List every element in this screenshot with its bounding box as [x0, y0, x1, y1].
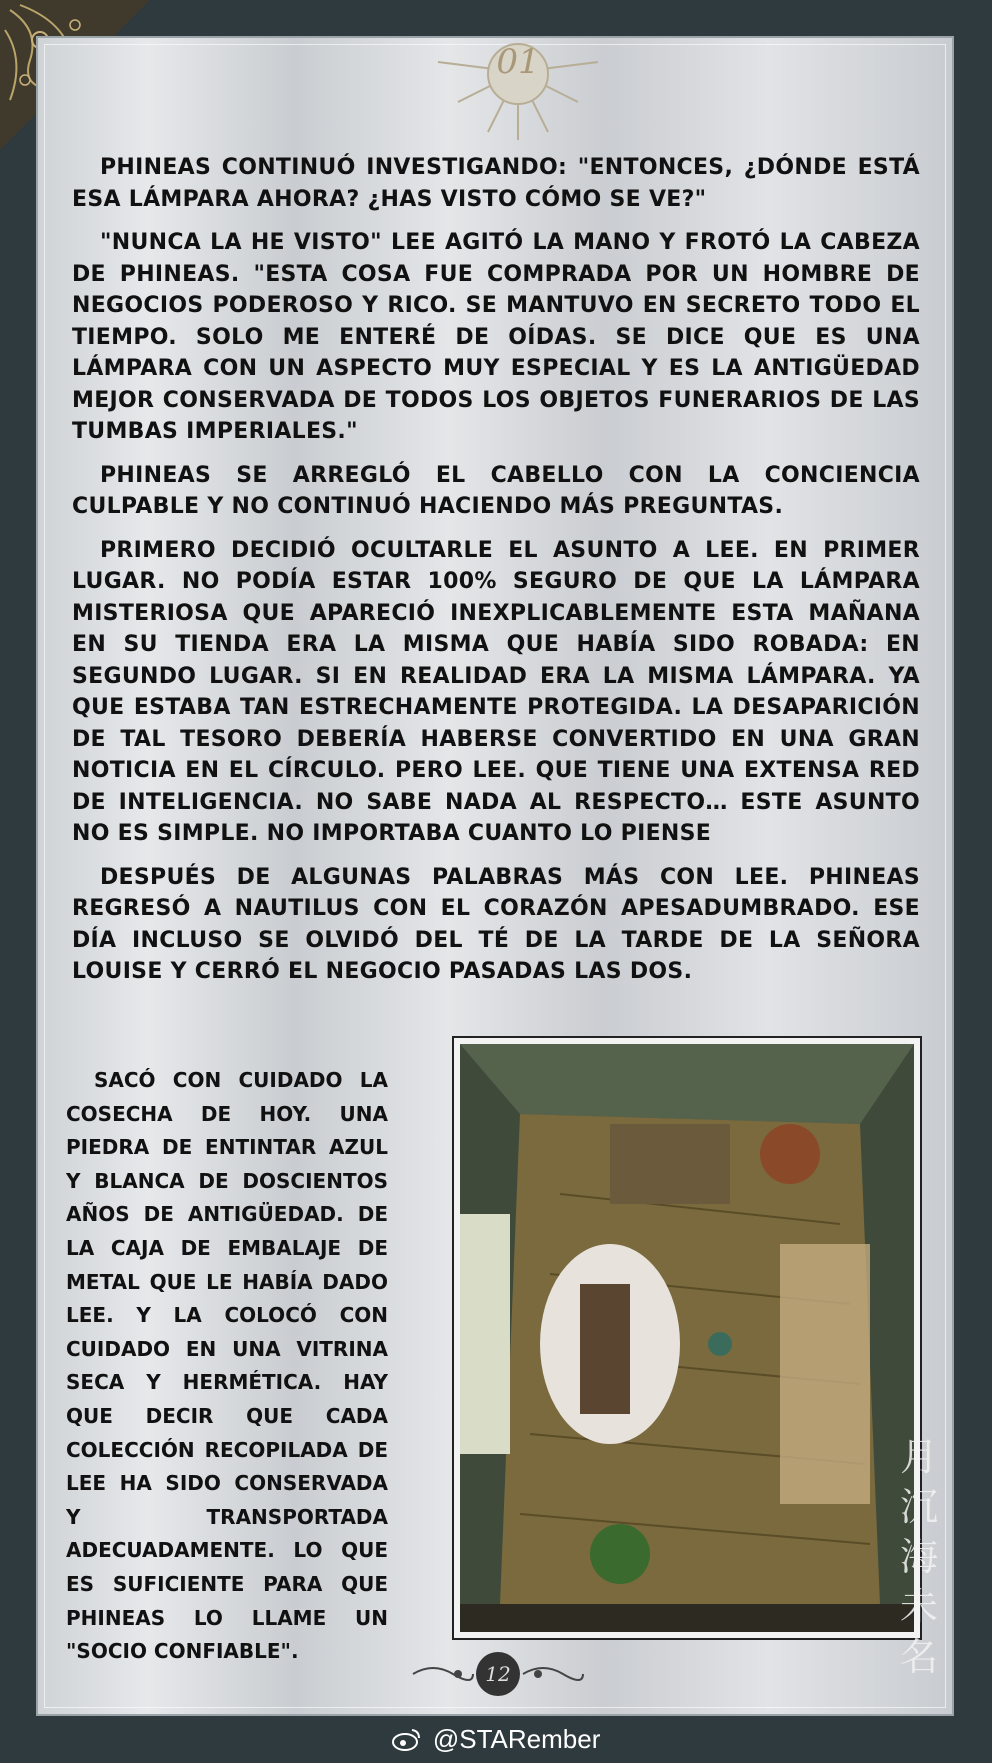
page-number: 12 — [476, 1652, 520, 1696]
paragraph: PRIMERO DECIDIÓ OCULTARLE EL ASUNTO A LEE. EN PRIMER LUGAR. NO PODÍA ESTAR 100% SEGURO DE QUE LA LÁMPARA MISTERIOSA QUE APARECIÓ INEXPLICABLEMENTE ESTA MAÑANA EN SU TIENDA ERA LA MISMA QUE HABÍA SIDO ROBADA: EN SEGUNDO LUGAR. SI EN REALIDAD ERA LA MISMA LÁMPARA. YA QUE ESTABA TAN ESTRECHAMENTE PROTEGIDA. LA DESAPARICIÓN DE TAL TESORO DEBERÍA HABERSE CONVERTIDO EN UNA GRAN NOTICIA EN EL CÍRCULO. PERO LEE. QUE TIENE UNA EXTENSA RED DE INTELIGENCIA. NO SABE NADA AL RESPECTO… ESTE ASUNTO NO ES SIMPLE. NO IMPORTABA CUANTO LO PIENSE — [72, 537, 920, 846]
shop-illustration — [452, 1036, 922, 1640]
page-footer — [408, 1648, 588, 1698]
paragraph: DESPUÉS DE ALGUNAS PALABRAS MÁS CON LEE. PHINEAS REGRESÓ A NAUTILUS CON EL CORAZÓN APESADUMBRADO. ESE DÍA INCLUSO SE OLVIDÓ DEL TÉ DE LA TARDE DE LA SEÑORA LOUISE Y CERRÓ EL NEGOCIO PASADAS LAS DOS. — [72, 864, 920, 984]
chapter-number: 01 — [496, 42, 540, 82]
paragraph: "NUNCA LA HE VISTO" LEE AGITÓ LA MANO Y FROTÓ LA CABEZA DE PHINEAS. "ESTA COSA FUE COMPRADA POR UN HOMBRE DE NEGOCIOS PODEROSO Y RICO. SE MANTUVO EN SECRETO TODO EL TIEMPO. SOLO ME ENTERÉ DE OÍDAS. SE DICE QUE ES UNA LÁMPARA CON UN ASPECTO MUY ESPECIAL Y ES LA ANTIGÜEDAD MEJOR CONSERVADA DE TODOS LOS OBJETOS FUNERARIOS DE LAS TUMBAS IMPERIALES." — [72, 230, 920, 444]
weibo-icon — [392, 1726, 422, 1752]
side-calligraphy — [890, 1430, 960, 1680]
calligraphy-char: 沉 — [900, 1485, 939, 1529]
shop-interior-image — [460, 1044, 914, 1632]
calligraphy-char: 名 — [900, 1635, 939, 1679]
side-text — [66, 1064, 388, 1669]
main-text — [72, 152, 920, 988]
paragraph: PHINEAS CONTINUÓ INVESTIGANDO: "ENTONCES, ¿DÓNDE ESTÁ ESA LÁMPARA AHORA? ¿HAS VISTO CÓMO SE VE?" — [72, 155, 920, 212]
chapter-badge — [418, 32, 618, 142]
watermark-text: @STARember — [432, 1724, 601, 1754]
calligraphy-char: 海 — [900, 1535, 939, 1579]
paragraph: PHINEAS SE ARREGLÓ EL CABELLO CON LA CONCIENCIA CULPABLE Y NO CONTINUÓ HACIENDO MÁS PREGUNTAS. — [72, 462, 920, 519]
book-page — [36, 36, 954, 1716]
paragraph: SACÓ CON CUIDADO LA COSECHA DE HOY. UNA PIEDRA DE ENTINTAR AZUL Y BLANCA DE DOSCIENTOS AÑOS DE ANTIGÜEDAD. DE LA CAJA DE EMBALAJE DE METAL QUE LE HABÍA DADO LEE. Y LA COLOCÓ CON CUIDADO EN UNA VITRINA SECA Y HERMÉTICA. HAY QUE DECIR QUE CADA COLECCIÓN RECOPILADA DE LEE HA SIDO CONSERVADA Y TRANSPORTADA ADECUADAMENTE. LO QUE ES SUFICIENTE PARA QUE PHINEAS LO LLAME UN "SOCIO CONFIABLE". — [66, 1068, 388, 1664]
calligraphy-char: 月 — [900, 1435, 939, 1479]
watermark — [0, 1724, 992, 1755]
calligraphy-char: 未 — [900, 1585, 939, 1629]
